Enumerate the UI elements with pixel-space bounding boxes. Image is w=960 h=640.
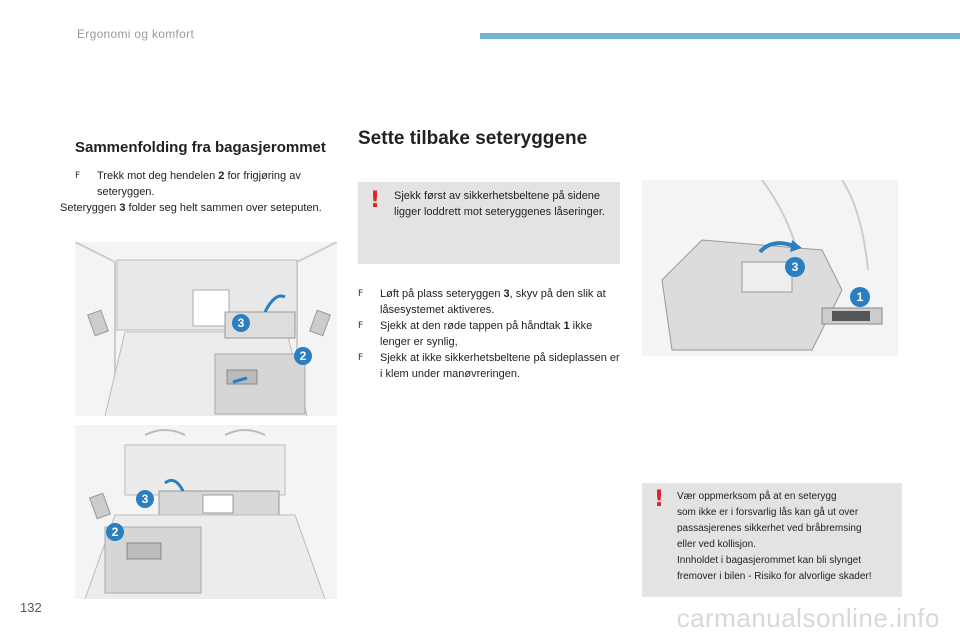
chapter-title: Ergonomi og komfort xyxy=(77,27,195,41)
paragraph-text: folder seg helt sammen over seteputen. xyxy=(125,202,322,214)
warning-line: Innholdet i bagasjerommet kan bli slynget xyxy=(677,555,861,566)
warning-box-belts xyxy=(358,182,620,264)
bullet-pull-lever xyxy=(75,168,343,200)
callout-label-2: 2 xyxy=(111,525,119,539)
callout-label-3: 3 xyxy=(141,492,149,506)
warning-line: passasjerenes sikkerhet ved bråbremsing xyxy=(677,523,862,534)
callout-label-2: 2 xyxy=(299,349,307,363)
warning-text: Sjekk først av sikkerhetsbeltene på sidene ligger loddrett mot seteryggenes låseringer. xyxy=(394,190,605,218)
restore-steps xyxy=(358,286,620,382)
paragraph-backrest-folds xyxy=(60,200,343,216)
step-check-red-tab xyxy=(358,318,620,350)
callout-label-3: 3 xyxy=(791,260,799,274)
step-ref-number: 3 xyxy=(503,288,510,300)
warning-line: eller ved kollisjon. xyxy=(677,539,756,550)
warning-exclamation-icon: ! xyxy=(370,188,381,213)
step-lift-backrest xyxy=(358,286,620,318)
step-text: ikke lenger er synlig, xyxy=(380,320,593,348)
step-text: Løft på plass seteryggen xyxy=(380,288,504,300)
warning-exclamation-icon: ! xyxy=(654,487,665,512)
step-text: , skyv på den slik at låsesystemet aktiveres. xyxy=(380,288,606,316)
illustration-backrest-restore xyxy=(642,180,898,356)
illustration-trunk-seats-folded xyxy=(75,425,337,599)
warning-lines xyxy=(677,489,899,585)
header-accent-bar xyxy=(480,33,960,39)
step-text: Sjekk at den røde tappen på håndtak xyxy=(380,320,564,332)
bullet-ref-number: 2 xyxy=(218,170,225,182)
section-title-folding: Sammenfolding fra bagasjerommet xyxy=(75,139,326,156)
paragraph-ref-number: 3 xyxy=(119,202,126,214)
paragraph-text: Seteryggen xyxy=(60,202,120,214)
warning-box-backrest-lock xyxy=(642,483,902,597)
callout-label-3: 3 xyxy=(237,316,245,330)
callout-label-1: 1 xyxy=(856,290,864,304)
page-number: 132 xyxy=(20,600,42,615)
section-title-restore: Sette tilbake seteryggene xyxy=(358,128,588,149)
step-text: Sjekk at ikke sikkerhetsbeltene på sideplassen er i klem under manøvreringen. xyxy=(380,352,620,380)
watermark: carmanualsonline.info xyxy=(676,603,940,633)
bullet-text: Trekk mot deg hendelen xyxy=(97,170,219,182)
bullet-text: for frigjøring av seteryggen. xyxy=(97,170,301,198)
left-instructions xyxy=(60,168,343,216)
step-check-belts xyxy=(358,350,620,382)
warning-line: som ikke er i forsvarlig lås kan gå ut over xyxy=(677,507,859,518)
illustration-trunk-seats-up xyxy=(75,242,337,416)
warning-line: fremover i bilen - Risiko for alvorlige skader! xyxy=(677,571,872,582)
step-ref-number: 1 xyxy=(563,320,570,332)
warning-line: Vær oppmerksom på at en seterygg xyxy=(677,491,837,502)
